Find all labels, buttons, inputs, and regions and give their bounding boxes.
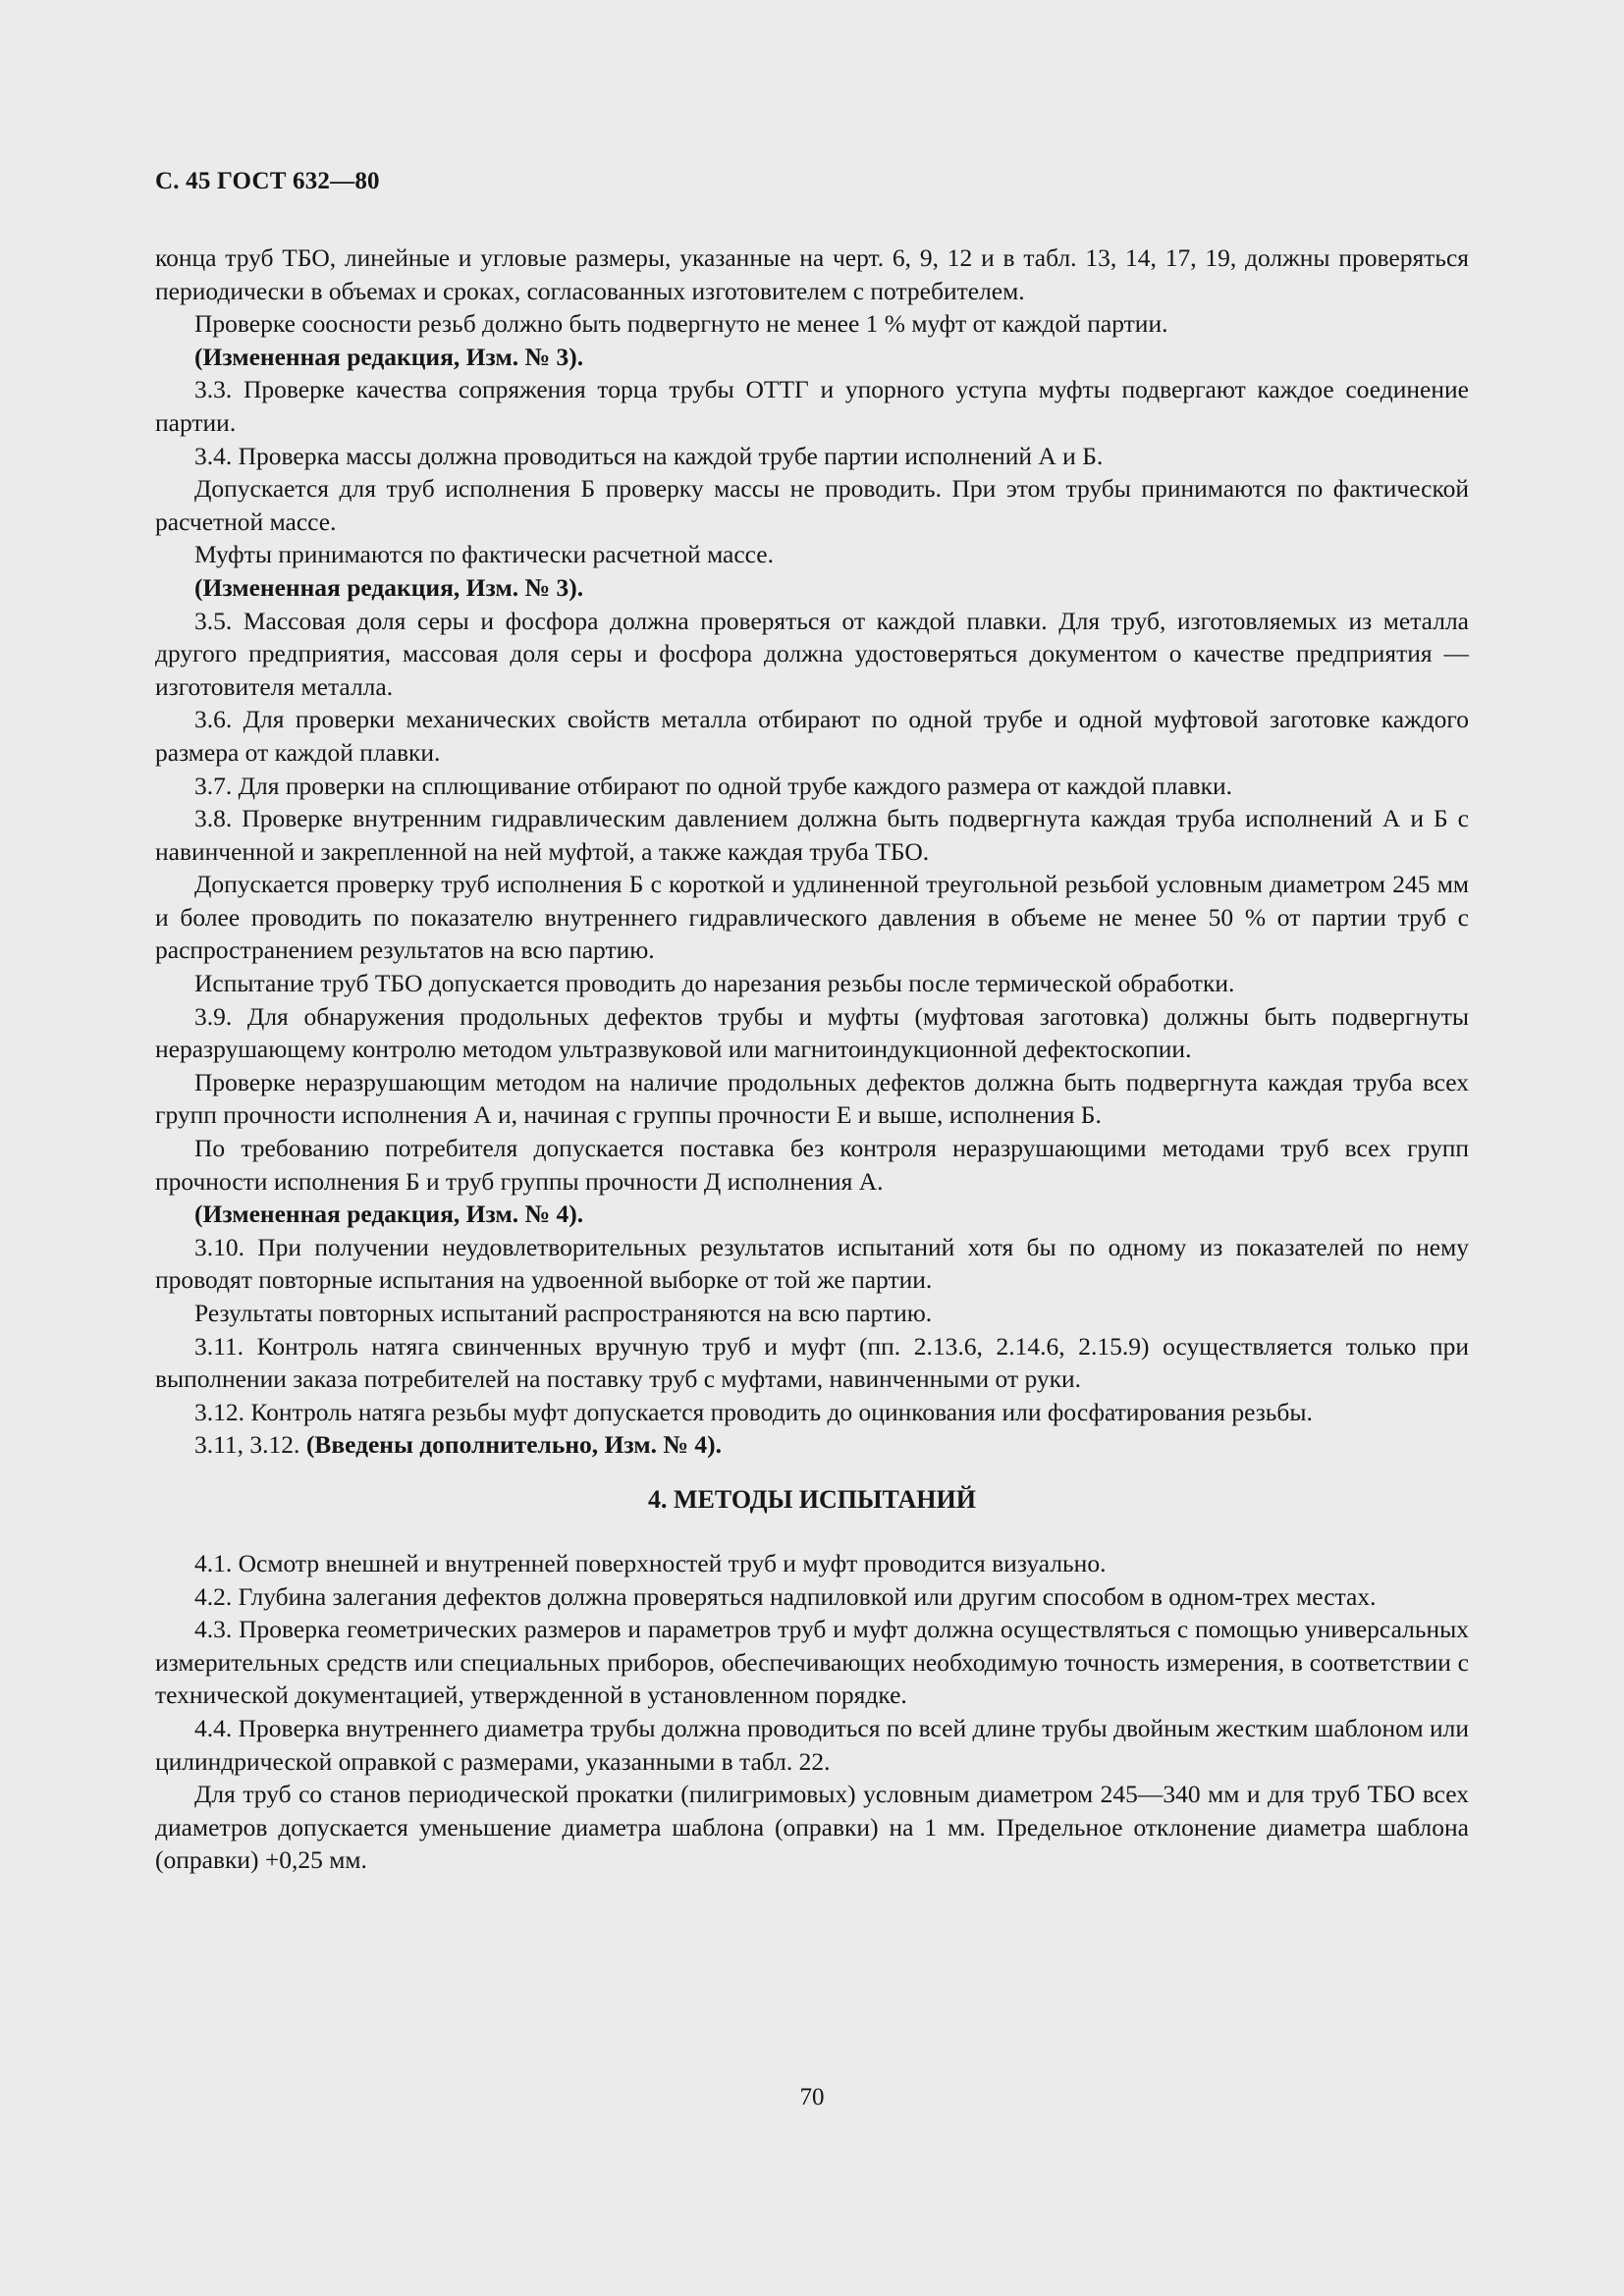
- paragraph: Испытание труб ТБО допускается проводить до нарезания резьбы после термической обработки.: [194, 969, 1235, 998]
- paragraph: 3.3. Проверке качества сопряжения торца трубы ОТТГ и упорного уступа муфты подвергают каждое соединение партии.: [155, 375, 1469, 437]
- paragraph: 3.9. Для обнаружения продольных дефектов трубы и муфты (муфтовая заготовка) должны быть подвергнуты неразрушающему контролю методом ультразвуковой или магнитоиндукционной дефектоскопии.: [155, 1001, 1469, 1064]
- paragraph: 4.2. Глубина залегания дефектов должна проверяться надпиловкой или другим способом в одном-трех местах.: [194, 1581, 1377, 1611]
- paragraph: 3.10. При получении неудовлетворительных результатов испытаний хотя бы по одному из показателей по нему проводят повторные испытания на удвоенной выборке от той же партии.: [155, 1232, 1469, 1295]
- paragraph: Муфты принимаются по фактически расчетной массе.: [194, 540, 774, 569]
- paragraph: Проверке неразрушающим методом на наличие продольных дефектов должна быть подвергнута каждая труба всех групп прочности исполнения А и, начиная с группы прочности Е и выше, исполнения Б.: [155, 1067, 1469, 1130]
- page-header: С. 45 ГОСТ 632—80: [155, 168, 380, 194]
- document-page: [155, 165, 1469, 1877]
- paragraph: Проверке соосности резьб должно быть подвергнуто не менее 1 % муфт от каждой партии.: [194, 309, 1168, 339]
- paragraph: 3.7. Для проверки на сплющивание отбирают по одной трубе каждого размера от каждой плавки.: [194, 771, 1233, 800]
- paragraph: Допускается проверку труб исполнения Б с короткой и удлиненной треугольной резьбой условным диаметром 245 мм и более проводить по показателю внутреннего гидравлического давления в объеме не менее 50 % от партии труб с распространением результатов на всю партию.: [155, 870, 1469, 965]
- amendment-note: (Измененная редакция, Изм. № 3).: [194, 342, 584, 371]
- section-3-body: [155, 241, 1469, 1462]
- paragraph: Допускается для труб исполнения Б проверку массы не проводить. При этом трубы принимаются по фактической расчетной массе.: [155, 474, 1469, 536]
- paragraph: По требованию потребителя допускается поставка без контроля неразрушающими методами труб всех групп прочности исполнения Б и труб группы прочности Д исполнения А.: [155, 1134, 1469, 1196]
- paragraph: 3.5. Массовая доля серы и фосфора должна проверяться от каждой плавки. Для труб, изготовляемых из металла другого предприятия, массовая доля серы и фосфора должна удостоверяться документом о качестве предприятия — изготовителя металла.: [155, 606, 1469, 701]
- section-4-body: [155, 1547, 1469, 1877]
- amendment-line-prefix: 3.11, 3.12.: [194, 1430, 306, 1460]
- page-number: 70: [799, 2084, 825, 2110]
- amendment-line-note: (Введены дополнительно, Изм. № 4).: [305, 1430, 722, 1460]
- amendment-note: (Измененная редакция, Изм. № 4).: [194, 1200, 584, 1229]
- paragraph: 4.1. Осмотр внешней и внутренней поверхностей труб и муфт проводится визуально.: [194, 1548, 1107, 1577]
- amendment-note: (Измененная редакция, Изм. № 3).: [194, 572, 584, 602]
- paragraph: Для труб со станов периодической прокатки (пилигримовых) условным диаметром 245—340 мм и для труб ТБО всех диаметров допускается уменьшение диаметра шаблона (оправки) на 1 мм. Предельное отклонение диаметра шаблона (оправки) +0,25 мм.: [155, 1780, 1469, 1875]
- paragraph: 3.8. Проверке внутренним гидравлическим давлением должна быть подвергнута каждая труба исполнений А и Б с навинченной и закрепленной на ней муфтой, а также каждая труба ТБО.: [155, 804, 1469, 866]
- paragraph: 3.6. Для проверки механических свойств металла отбирают по одной трубе и одной муфтовой заготовке каждого размера от каждой плавки.: [155, 705, 1469, 767]
- section-title: 4. МЕТОДЫ ИСПЫТАНИЙ: [648, 1484, 976, 1514]
- paragraph: Результаты повторных испытаний распространяются на всю партию.: [194, 1299, 933, 1327]
- amendment-line: [155, 1428, 1469, 1462]
- paragraph: 4.3. Проверка геометрических размеров и параметров труб и муфт должна осуществляться с помощью универсальных измерительных средств или специальных приборов, обеспечивающих необходимую точность измерения, в соответствии с технической документацией, утвержденной в установленном порядке.: [155, 1615, 1469, 1710]
- paragraph: 4.4. Проверка внутреннего диаметра трубы должна проводиться по всей длине трубы двойным жестким шаблоном или цилиндрической оправкой с размерами, указанными в табл. 22.: [155, 1713, 1469, 1776]
- paragraph: 3.4. Проверка массы должна проводиться на каждой трубе партии исполнений А и Б.: [194, 441, 1104, 470]
- paragraph: конца труб ТБО, линейные и угловые размеры, указанные на черт. 6, 9, 12 и в табл. 13, 14, 17, 19, должны проверяться периодически в объемах и сроках, согласованных изготовителем с потребителем.: [155, 243, 1469, 305]
- paragraph: 3.11. Контроль натяга свинченных вручную труб и муфт (пп. 2.13.6, 2.14.6, 2.15.9) осуществляется только при выполнении заказа потребителей на поставку труб с муфтами, навинченными от руки.: [155, 1331, 1469, 1394]
- paragraph: 3.12. Контроль натяга резьбы муфт допускается проводить до оцинкования или фосфатирования резьбы.: [194, 1397, 1313, 1426]
